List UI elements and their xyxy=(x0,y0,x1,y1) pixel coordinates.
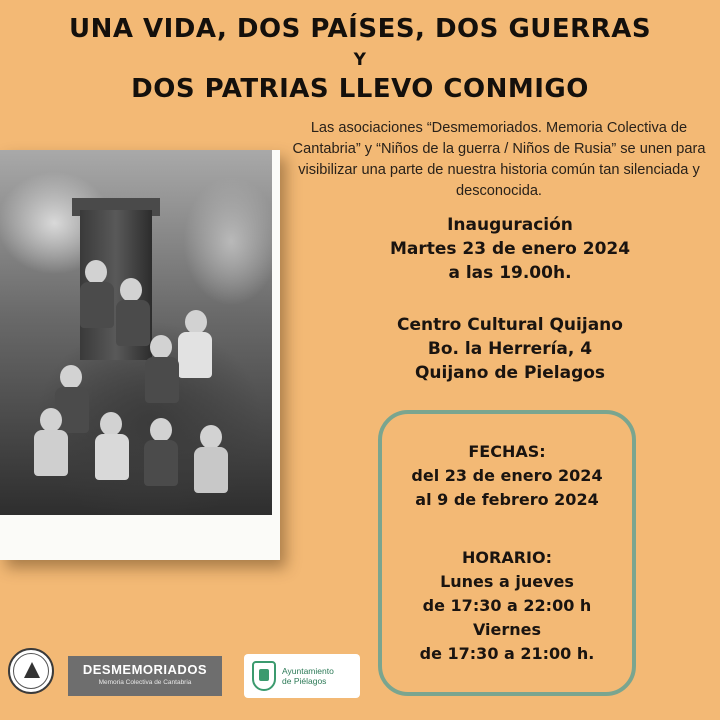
schedule-friday-hours: de 17:30 a 21:00 h. xyxy=(419,644,595,663)
desmemoriados-logo xyxy=(68,656,222,696)
child-figure xyxy=(120,278,142,302)
venue-town: Quijano de Pielagos xyxy=(414,363,606,383)
historic-photo-frame xyxy=(0,150,280,560)
child-figure xyxy=(60,365,82,389)
child-figure xyxy=(95,434,129,480)
monument-icon xyxy=(24,662,40,678)
schedule-weekdays-hours: de 17:30 a 22:00 h xyxy=(422,596,592,615)
child-figure xyxy=(178,332,212,378)
inauguration-heading: Inauguración xyxy=(447,215,573,235)
child-figure xyxy=(144,440,178,486)
inauguration-date: Martes 23 de enero 2024 xyxy=(389,239,631,259)
ninos-de-rusia-association-logo xyxy=(8,648,54,694)
dates-schedule-box xyxy=(378,410,636,696)
schedule-block xyxy=(382,546,632,666)
dates-heading: FECHAS: xyxy=(468,442,546,461)
desmemoriados-logo-subtitle: Memoria Colectiva de Cantabria xyxy=(98,679,192,686)
poster-title-line-1: UNA VIDA, DOS PAÍSES, DOS GUERRAS xyxy=(68,14,652,44)
venue-block xyxy=(330,313,690,385)
child-figure xyxy=(34,430,68,476)
inauguration-time: a las 19.00h. xyxy=(448,263,572,283)
intro-paragraph: Las asociaciones “Desmemoriados. Memoria Colectiva de Cantabria” y “Niños de la guerra / Niños de Rusia” se unen para visibilizar una parte de nuestra historia común tan silenciada y desconocida. xyxy=(292,120,706,199)
inauguration-block xyxy=(330,213,690,285)
schedule-heading: HORARIO: xyxy=(462,548,552,567)
child-figure xyxy=(116,300,150,346)
ayuntamiento-pielagos-logo xyxy=(244,654,360,698)
child-figure xyxy=(194,447,228,493)
child-figure xyxy=(100,412,122,436)
ayuntamiento-logo-line-2: de Piélagos xyxy=(282,676,327,686)
child-figure xyxy=(85,260,107,284)
ayuntamiento-logo-line-1: Ayuntamiento xyxy=(282,666,334,676)
child-figure xyxy=(150,418,172,442)
child-figure xyxy=(80,282,114,328)
venue-name: Centro Cultural Quijano xyxy=(397,315,623,335)
dates-block xyxy=(382,440,632,512)
child-figure xyxy=(40,408,62,432)
child-figure xyxy=(200,425,222,449)
desmemoriados-logo-name: DESMEMORIADOS xyxy=(82,662,208,677)
poster-title-line-2: Y xyxy=(353,50,367,70)
schedule-weekdays-label: Lunes a jueves xyxy=(440,572,574,591)
child-figure xyxy=(150,335,172,359)
historic-group-photo xyxy=(0,150,272,515)
dates-to: al 9 de febrero 2024 xyxy=(415,490,599,509)
child-figure xyxy=(145,357,179,403)
schedule-friday-label: Viernes xyxy=(472,620,542,639)
logo-ring-icon xyxy=(13,653,49,689)
dates-from: del 23 de enero 2024 xyxy=(411,466,603,485)
poster-title-line-3: DOS PATRIAS LLEVO CONMIGO xyxy=(131,74,589,104)
child-figure xyxy=(185,310,207,334)
coat-of-arms-icon xyxy=(252,661,276,691)
venue-address: Bo. la Herrería, 4 xyxy=(427,339,593,359)
